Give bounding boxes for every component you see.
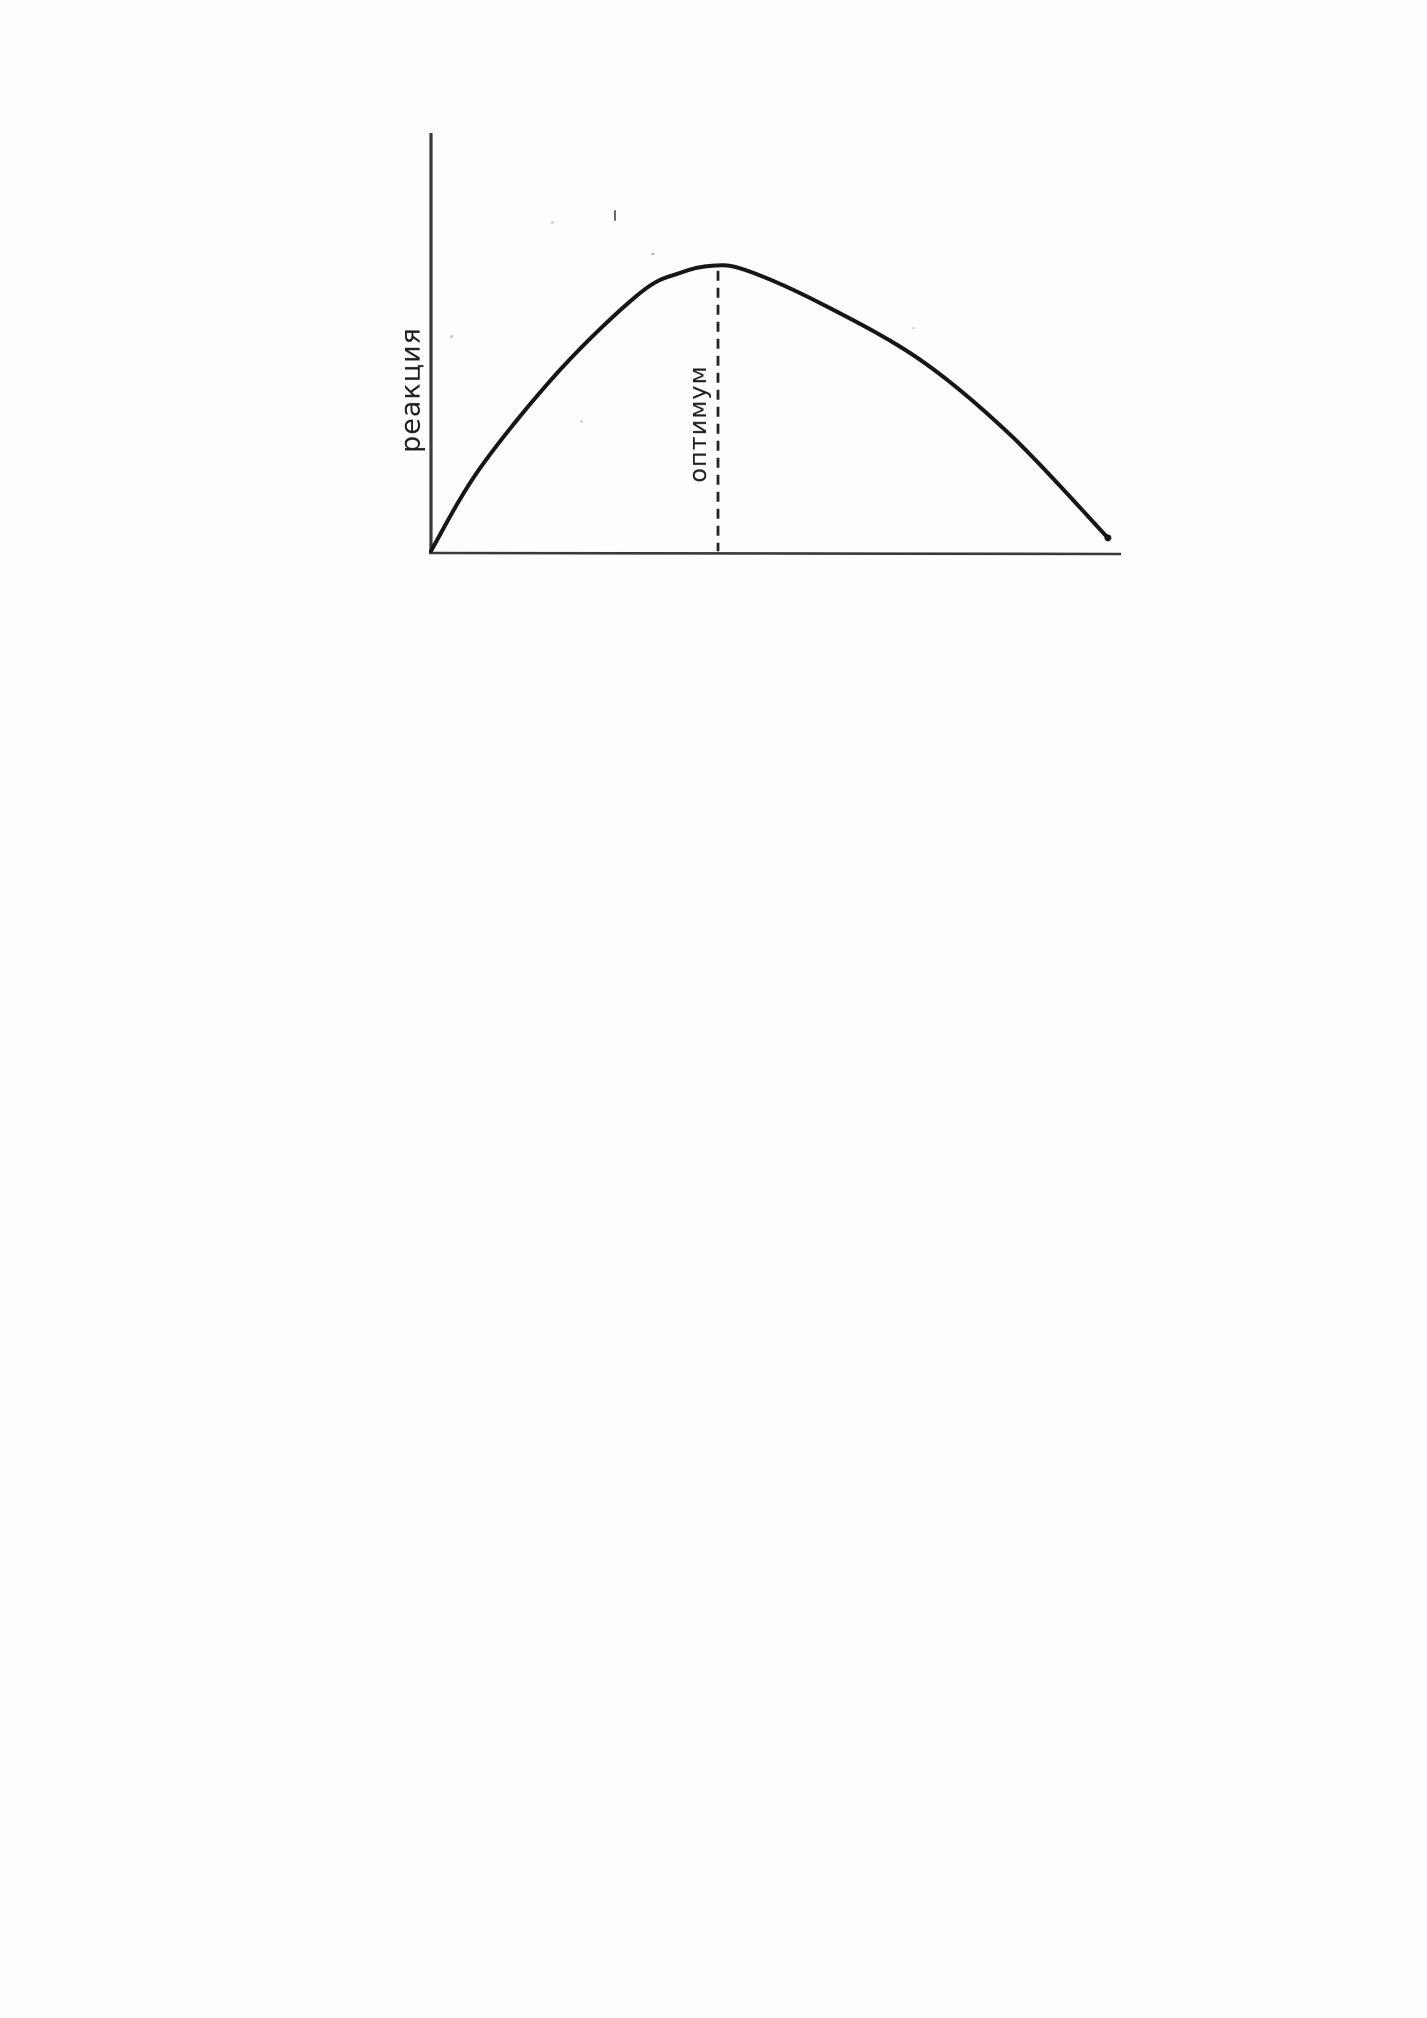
response-curve bbox=[431, 265, 1108, 551]
tolerance-curve-figure bbox=[0, 0, 1427, 700]
scan-artifact-tick bbox=[614, 210, 616, 221]
scan-speck bbox=[551, 221, 554, 224]
y-axis-label: реакция bbox=[395, 327, 427, 453]
scan-speck bbox=[651, 253, 655, 255]
curve-end-cap bbox=[1104, 534, 1111, 541]
scan-speck bbox=[912, 327, 915, 329]
scan-speck bbox=[450, 335, 453, 338]
scan-speck bbox=[580, 420, 583, 423]
x-axis bbox=[429, 553, 1121, 554]
optimum-label: оптимум bbox=[684, 365, 712, 483]
curve-chart-svg bbox=[0, 0, 1427, 700]
